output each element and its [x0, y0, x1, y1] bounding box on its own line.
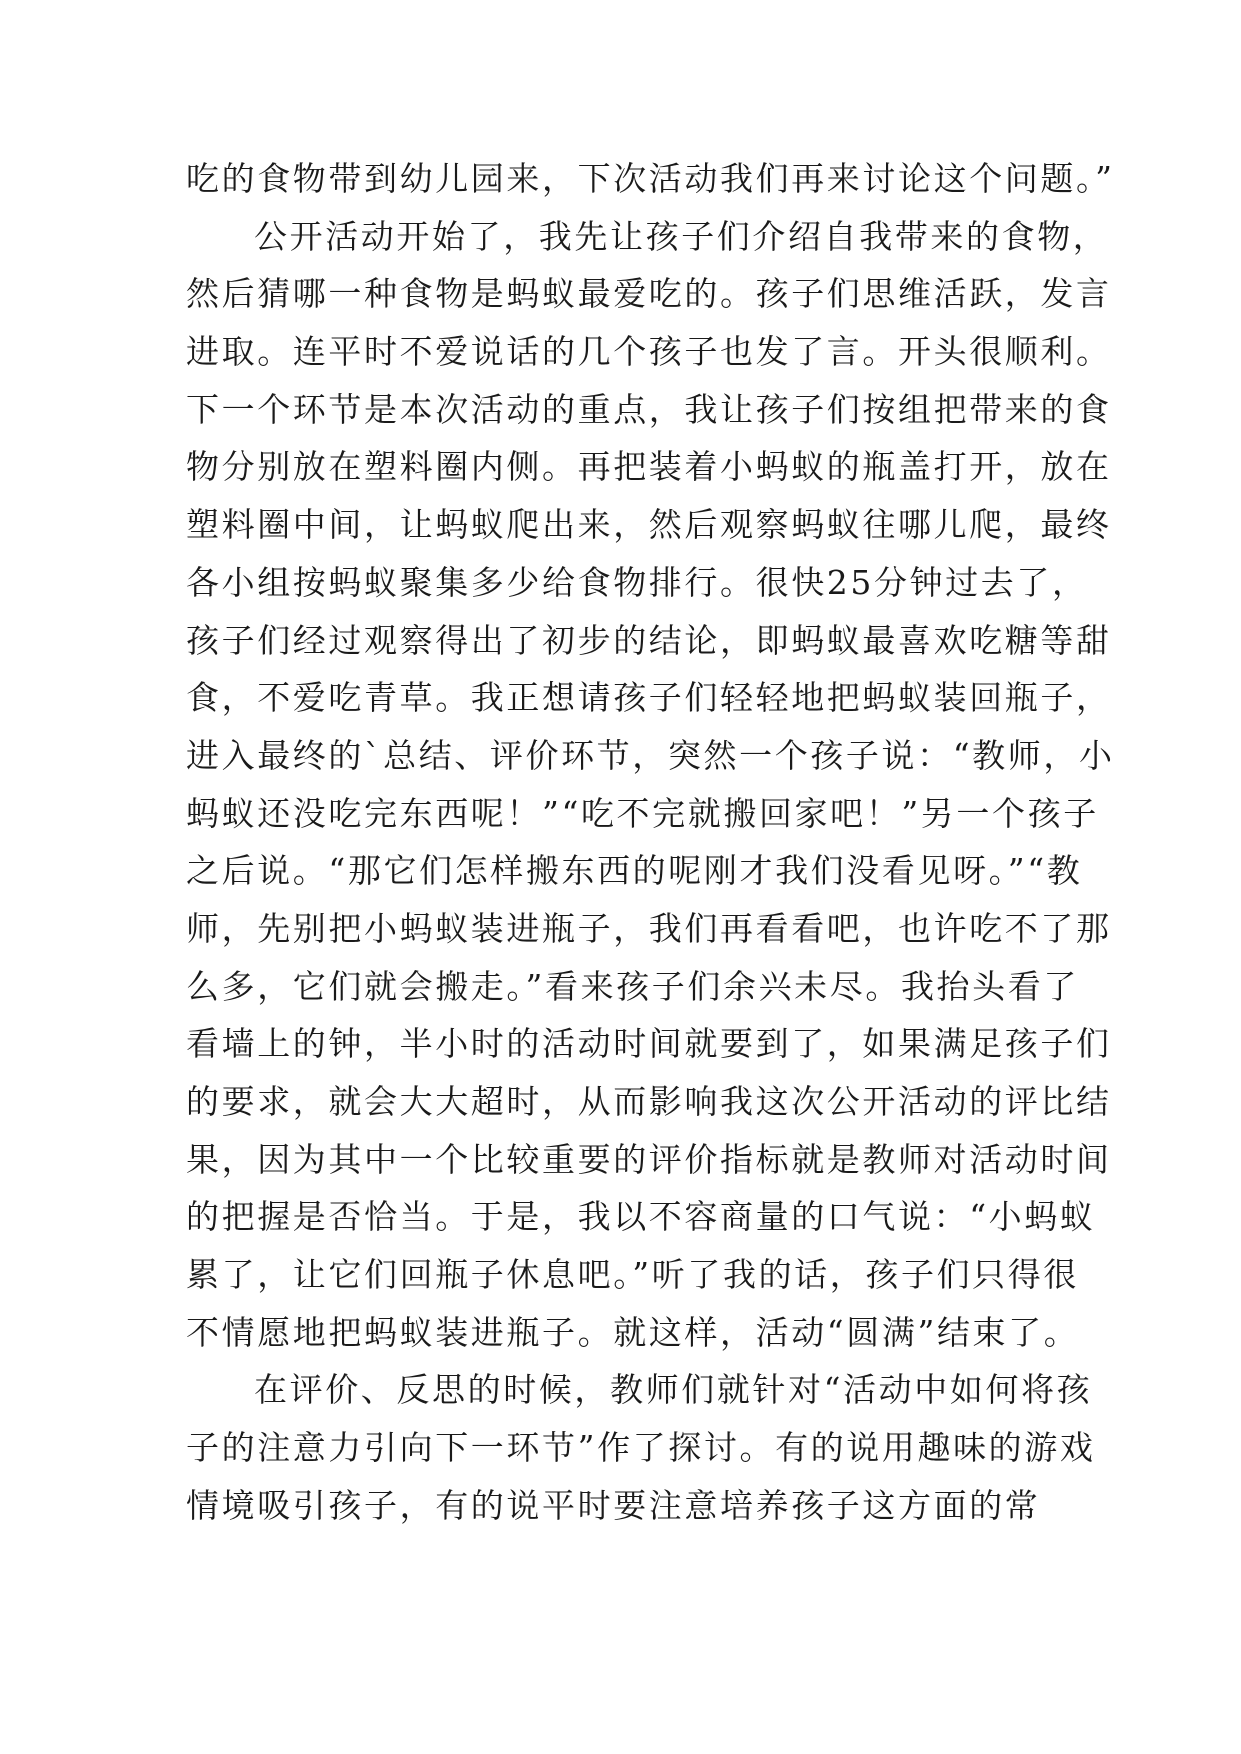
text-line: 下一个环节是本次活动的重点，我让孩子们按组把带来的食: [186, 389, 1112, 429]
text-line: 么多，它们就会搬走。”看来孩子们余兴未尽。我抬头看了: [186, 966, 1079, 1006]
text-line: 之后说。“那它们怎样搬东西的呢刚才我们没看见呀。”“教: [186, 851, 1083, 891]
text-line: 进取。连平时不爱说话的几个孩子也发了言。开头很顺利。: [186, 332, 1112, 372]
text-line: 的要求，就会大大超时，从而影响我这次公开活动的评比结: [186, 1082, 1112, 1121]
text-line: 情境吸引孩子，有的说平时要注意培养孩子这方面的常: [186, 1485, 1041, 1525]
paragraph-first-line: 公开活动开始了，我先让孩子们介绍自我带来的食物，: [254, 216, 1109, 256]
text-line: 看墙上的钟，半小时的活动时间就要到了，如果满足孩子们: [186, 1024, 1112, 1064]
paragraph-first-line: 在评价、反思的时候，教师们就针对“活动中如何将孩: [254, 1370, 1093, 1410]
text-line: 进入最终的`总结、评价环节，突然一个孩子说：“教师，小: [186, 735, 1115, 775]
text-line: 物分别放在塑料圈内侧。再把装着小蚂蚁的瓶盖打开，放在: [186, 447, 1112, 487]
text-line: 子的注意力引向下一环节”作了探讨。有的说用趣味的游戏: [186, 1428, 1096, 1468]
text-line: 然后猜哪一种食物是蚂蚁最爱吃的。孩子们思维活跃，发言: [186, 274, 1112, 314]
text-line: 的把握是否恰当。于是，我以不容商量的口气说：“小蚂蚁: [186, 1197, 1096, 1237]
text-line: 塑料圈中间，让蚂蚁爬出来，然后观察蚂蚁往哪儿爬，最终: [186, 505, 1112, 545]
text-line: 吃的食物带到幼儿园来，下次活动我们再来讨论这个问题。”: [186, 159, 1115, 198]
body-text: [186, 150, 1115, 1535]
text-line: 师，先别把小蚂蚁装进瓶子，我们再看看吧，也许吃不了那: [186, 908, 1112, 948]
text-line: 孩子们经过观察得出了初步的结论，即蚂蚁最喜欢吃糖等甜: [186, 620, 1112, 660]
text-line: 蚂蚁还没吃完东西呢！”“吃不完就搬回家吧！”另一个孩子: [186, 793, 1099, 833]
text-line: 累了，让它们回瓶子休息吧。”听了我的话，孩子们只得很: [186, 1255, 1079, 1295]
text-line: 各小组按蚂蚁聚集多少给食物排行。很快25分钟过去了，: [186, 562, 1088, 602]
text-line: 果，因为其中一个比较重要的评价指标就是教师对活动时间: [186, 1139, 1112, 1179]
text-line: 不情愿地把蚂蚁装进瓶子。就这样，活动“圆满”结束了。: [186, 1312, 1080, 1352]
text-line: 食，不爱吃青草。我正想请孩子们轻轻地把蚂蚁装回瓶子，: [186, 678, 1112, 718]
